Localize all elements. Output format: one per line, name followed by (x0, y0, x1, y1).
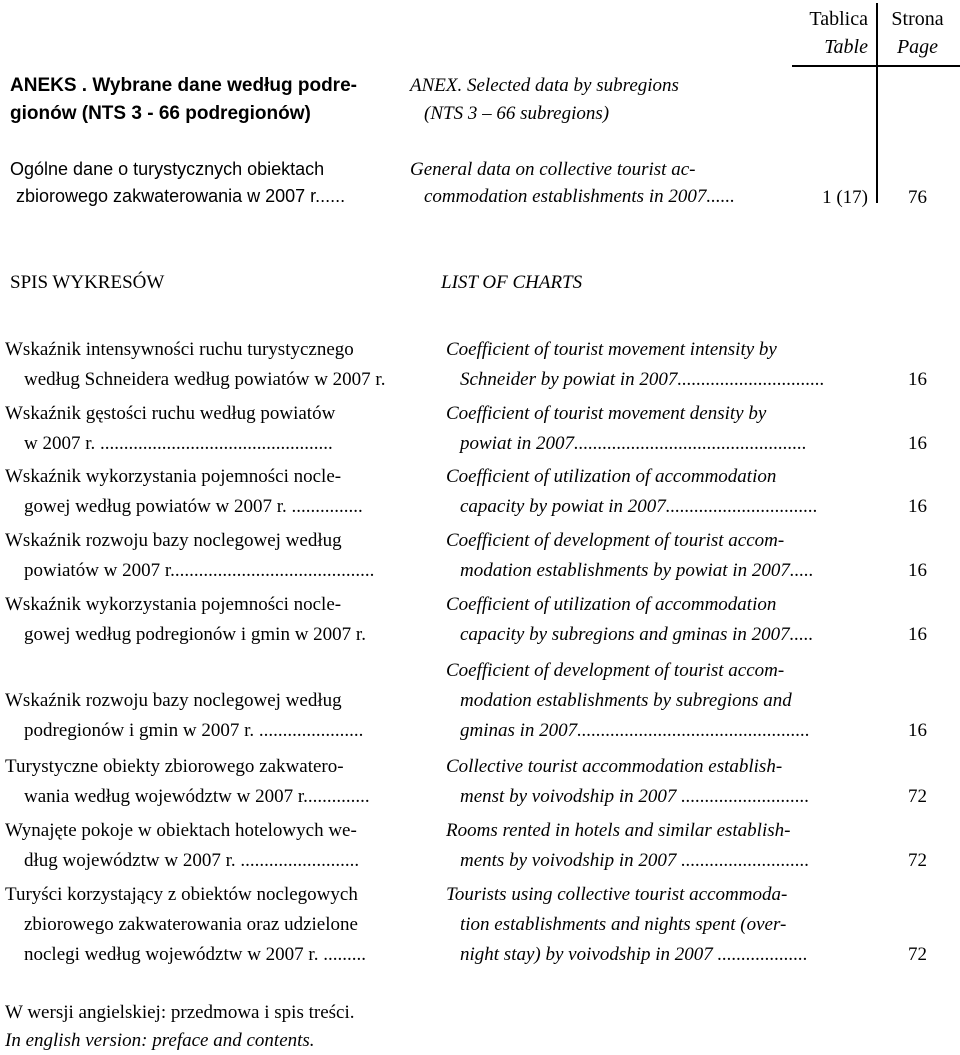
general-page-ref: 76 (908, 187, 927, 208)
chart-entry-pl-line: noclegi według województw w 2007 r. ......... (24, 944, 366, 965)
chart-entry-pl-line: Wskaźnik intensywności ruchu turystycznego (5, 339, 354, 360)
footer-note-pl: W wersji angielskiej: przedmowa i spis treści. (5, 1002, 355, 1023)
chart-entry-pl-line: Wynajęte pokoje w obiektach hotelowych we- (5, 820, 357, 841)
chart-entry-pl-line: Turyści korzystający z obiektów noclegowych (5, 884, 358, 905)
chart-entry-pl-line: Wskaźnik rozwoju bazy noclegowej według (5, 530, 342, 551)
chart-entry-en-line: tion establishments and nights spent (over- (460, 914, 787, 935)
column-divider (876, 3, 878, 203)
chart-entry-en-line: Rooms rented in hotels and similar establish- (446, 820, 791, 841)
chart-entry-en-line: gminas in 2007................................................. (460, 720, 810, 741)
chart-entry-en-line: Schneider by powiat in 2007............................... (460, 369, 825, 390)
chart-entry-en-line: Coefficient of development of tourist accom- (446, 530, 785, 551)
col-page-header (880, 5, 955, 61)
chart-entry-pl-line: Wskaźnik wykorzystania pojemności nocle- (5, 466, 342, 487)
chart-entry-pl-line: wania według województw w 2007 r.............. (24, 786, 370, 807)
col-table-en: Table (824, 36, 868, 58)
chart-entry-en-line: powiat in 2007................................................. (460, 433, 807, 454)
chart-entry-en-line: Coefficient of tourist movement density by (446, 403, 767, 424)
chart-entry-en-line: Coefficient of tourist movement intensity by (446, 339, 777, 360)
chart-entry-en-line: Coefficient of utilization of accommodation (446, 594, 777, 615)
chart-entry-pl-line: dług województw w 2007 r. ......................... (24, 850, 360, 871)
chart-entry-en-line: Collective tourist accommodation establish- (446, 756, 783, 777)
chart-entry-page: 16 (908, 369, 927, 390)
chart-entry-pl-line: Wskaźnik rozwoju bazy noclegowej według (5, 690, 342, 711)
col-table-header (786, 5, 868, 61)
chart-entry-pl-line: zbiorowego zakwaterowania oraz udzielone (24, 914, 358, 935)
chart-entry-en-line: capacity by subregions and gminas in 2007..... (460, 624, 814, 645)
chart-entry-pl-line: podregionów i gmin w 2007 r. ...................... (24, 720, 364, 741)
chart-entry-en-line: Tourists using collective tourist accommoda- (446, 884, 788, 905)
col-page-en: Page (896, 36, 939, 58)
chart-entry-en-line: menst by voivodship in 2007 ........................... (460, 786, 810, 807)
chart-entry-en-line: night stay) by voivodship in 2007 ................... (460, 944, 808, 965)
chart-entry-page: 16 (908, 433, 927, 454)
annex-title-en: ANEX. Selected data by subregions (NTS 3 – 66 subregions) (410, 75, 679, 124)
chart-entry-page: 16 (908, 720, 927, 741)
chart-entry-pl-line: Wskaźnik gęstości ruchu według powiatów (5, 403, 336, 424)
chart-entry-en-line: Coefficient of utilization of accommodation (446, 466, 777, 487)
chart-entry-en-line: Coefficient of development of tourist accom- (446, 660, 785, 681)
chart-entry-page: 16 (908, 624, 927, 645)
chart-entry-pl-line: Turystyczne obiekty zbiorowego zakwatero- (5, 756, 344, 777)
chart-entry-page: 16 (908, 496, 927, 517)
chart-entry-page: 16 (908, 560, 927, 581)
general-data-en: General data on collective tourist ac- commodation establishments in 2007...... (410, 159, 735, 207)
chart-entry-page: 72 (908, 944, 927, 965)
chart-entry-en-line: modation establishments by subregions and (460, 690, 792, 711)
chart-entry-pl-line: według Schneidera według powiatów w 2007 r. (24, 369, 386, 390)
general-table-ref: 1 (17) (822, 187, 868, 208)
general-data-pl: Ogólne dane o turystycznych obiektach zbiorowego zakwaterowania w 2007 r...... (10, 159, 346, 206)
charts-heading-en: LIST OF CHARTS (441, 272, 583, 293)
chart-entry-en-line: ments by voivodship in 2007 ........................... (460, 850, 810, 871)
col-table-pl: Tablica (809, 8, 868, 30)
chart-entry-pl-line: gowej według powiatów w 2007 r. ............... (24, 496, 363, 517)
chart-entry-pl-line: Wskaźnik wykorzystania pojemności nocle- (5, 594, 342, 615)
footer-note-en: In english version: preface and contents. (5, 1030, 315, 1051)
chart-entry-pl-line: w 2007 r. ................................................. (24, 433, 333, 454)
charts-heading-pl: SPIS WYKRESÓW (10, 272, 165, 293)
chart-entry-pl-line: gowej według podregionów i gmin w 2007 r. (24, 624, 366, 645)
col-page-pl: Strona (891, 8, 944, 30)
chart-entry-page: 72 (908, 850, 927, 871)
chart-entry-en-line: capacity by powiat in 2007................................ (460, 496, 818, 517)
chart-entry-en-line: modation establishments by powiat in 2007..... (460, 560, 814, 581)
chart-entry-page: 72 (908, 786, 927, 807)
annex-title-pl: ANEKS . Wybrane dane według podre- gionów (NTS 3 - 66 podregionów) (10, 75, 357, 124)
chart-entry-pl-line: powiatów w 2007 r........................................... (24, 560, 375, 581)
